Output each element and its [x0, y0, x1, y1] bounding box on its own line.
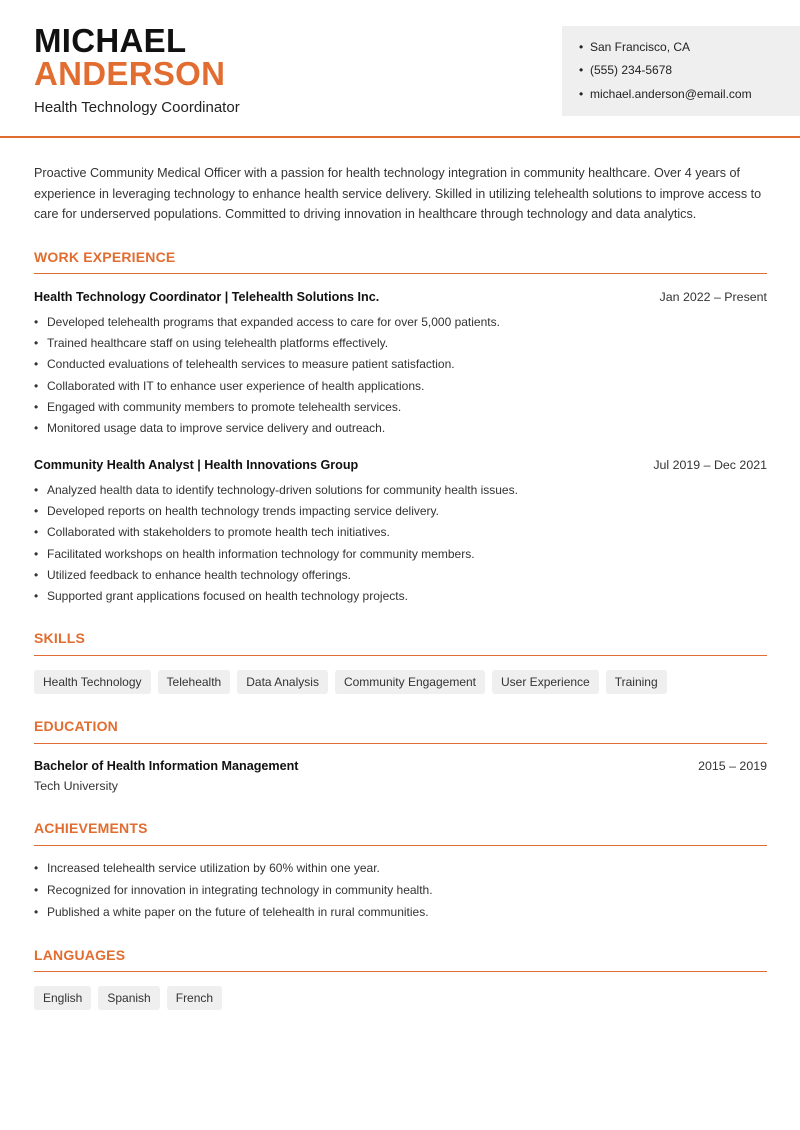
- list-item: • Supported grant applications focused on health technology projects.: [34, 586, 767, 607]
- section-title-skills: SKILLS: [34, 630, 85, 646]
- skill-chip: Community Engagement: [335, 670, 485, 694]
- section-divider: [34, 655, 767, 656]
- list-item: • Monitored usage data to improve service delivery and outreach.: [34, 418, 767, 439]
- education-school: Tech University: [34, 779, 119, 793]
- list-item: • Analyzed health data to identify technology-driven solutions for community health issues.: [34, 480, 767, 501]
- section-divider: [34, 971, 767, 972]
- summary: Proactive Community Medical Officer with a passion for health technology integration in community healthcare. Over 4 years of experience in leveraging technology to enhance health service delivery. Skilled in utilizing telehealth solutions to improve access to care for underserved populations. Committed to driving innovation in healthcare through technology and data analytics.: [34, 166, 762, 221]
- list-item: • Collaborated with stakeholders to promote health tech initiatives.: [34, 522, 767, 543]
- list-item: • Conducted evaluations of telehealth services to measure patient satisfaction.: [34, 354, 767, 375]
- skill-chip: Health Technology: [34, 670, 151, 694]
- education-degree: Bachelor of Health Information Management: [34, 759, 299, 773]
- list-item: • Trained healthcare staff on using telehealth platforms effectively.: [34, 333, 767, 354]
- section-divider: [34, 743, 767, 744]
- contact-email: • michael.anderson@email.com: [590, 87, 752, 101]
- job-bullets: [34, 312, 767, 439]
- skill-chip: Training: [606, 670, 667, 694]
- languages-list: [34, 986, 222, 1010]
- job-title: Health Technology Coordinator: [34, 99, 240, 116]
- skill-chip: Data Analysis: [237, 670, 328, 694]
- list-item: • Developed telehealth programs that expanded access to care for over 5,000 patients.: [34, 312, 767, 333]
- education-dates: 2015 – 2019: [698, 759, 767, 773]
- contact-phone: • (555) 234-5678: [590, 63, 672, 77]
- list-item: • Recognized for innovation in integrating technology in community health.: [34, 879, 767, 901]
- skill-chip: Telehealth: [158, 670, 231, 694]
- list-item: • Developed reports on health technology trends impacting service delivery.: [34, 501, 767, 522]
- section-title-achievements: ACHIEVEMENTS: [34, 820, 148, 836]
- list-item: • Engaged with community members to promote telehealth services.: [34, 397, 767, 418]
- achievements-list: [34, 857, 767, 923]
- language-chip: French: [167, 986, 222, 1010]
- job-dates: Jan 2022 – Present: [659, 290, 767, 304]
- contact-box: [562, 26, 800, 116]
- section-title-languages: LANGUAGES: [34, 947, 126, 963]
- list-item: • Utilized feedback to enhance health technology offerings.: [34, 565, 767, 586]
- last-name: ANDERSON: [34, 55, 226, 92]
- contact-location: • San Francisco, CA: [590, 40, 690, 54]
- skills-list: [34, 670, 667, 694]
- list-item: • Published a white paper on the future of telehealth in rural communities.: [34, 901, 767, 923]
- list-item: • Facilitated workshops on health information technology for community members.: [34, 544, 767, 565]
- list-item: • Collaborated with IT to enhance user experience of health applications.: [34, 376, 767, 397]
- skill-chip: User Experience: [492, 670, 599, 694]
- job-dates: Jul 2019 – Dec 2021: [653, 458, 767, 472]
- job-bullets: [34, 480, 767, 607]
- resume-header: [0, 0, 800, 138]
- section-divider: [34, 273, 767, 274]
- section-divider: [34, 845, 767, 846]
- language-chip: Spanish: [98, 986, 159, 1010]
- section-title-work: WORK EXPERIENCE: [34, 249, 176, 265]
- job-heading: Community Health Analyst | Health Innovations Group: [34, 458, 359, 472]
- first-name: MICHAEL: [34, 22, 187, 59]
- job-heading: Health Technology Coordinator | Telehealth Solutions Inc.: [34, 290, 380, 304]
- language-chip: English: [34, 986, 91, 1010]
- list-item: • Increased telehealth service utilization by 60% within one year.: [34, 857, 767, 879]
- section-title-education: EDUCATION: [34, 718, 118, 734]
